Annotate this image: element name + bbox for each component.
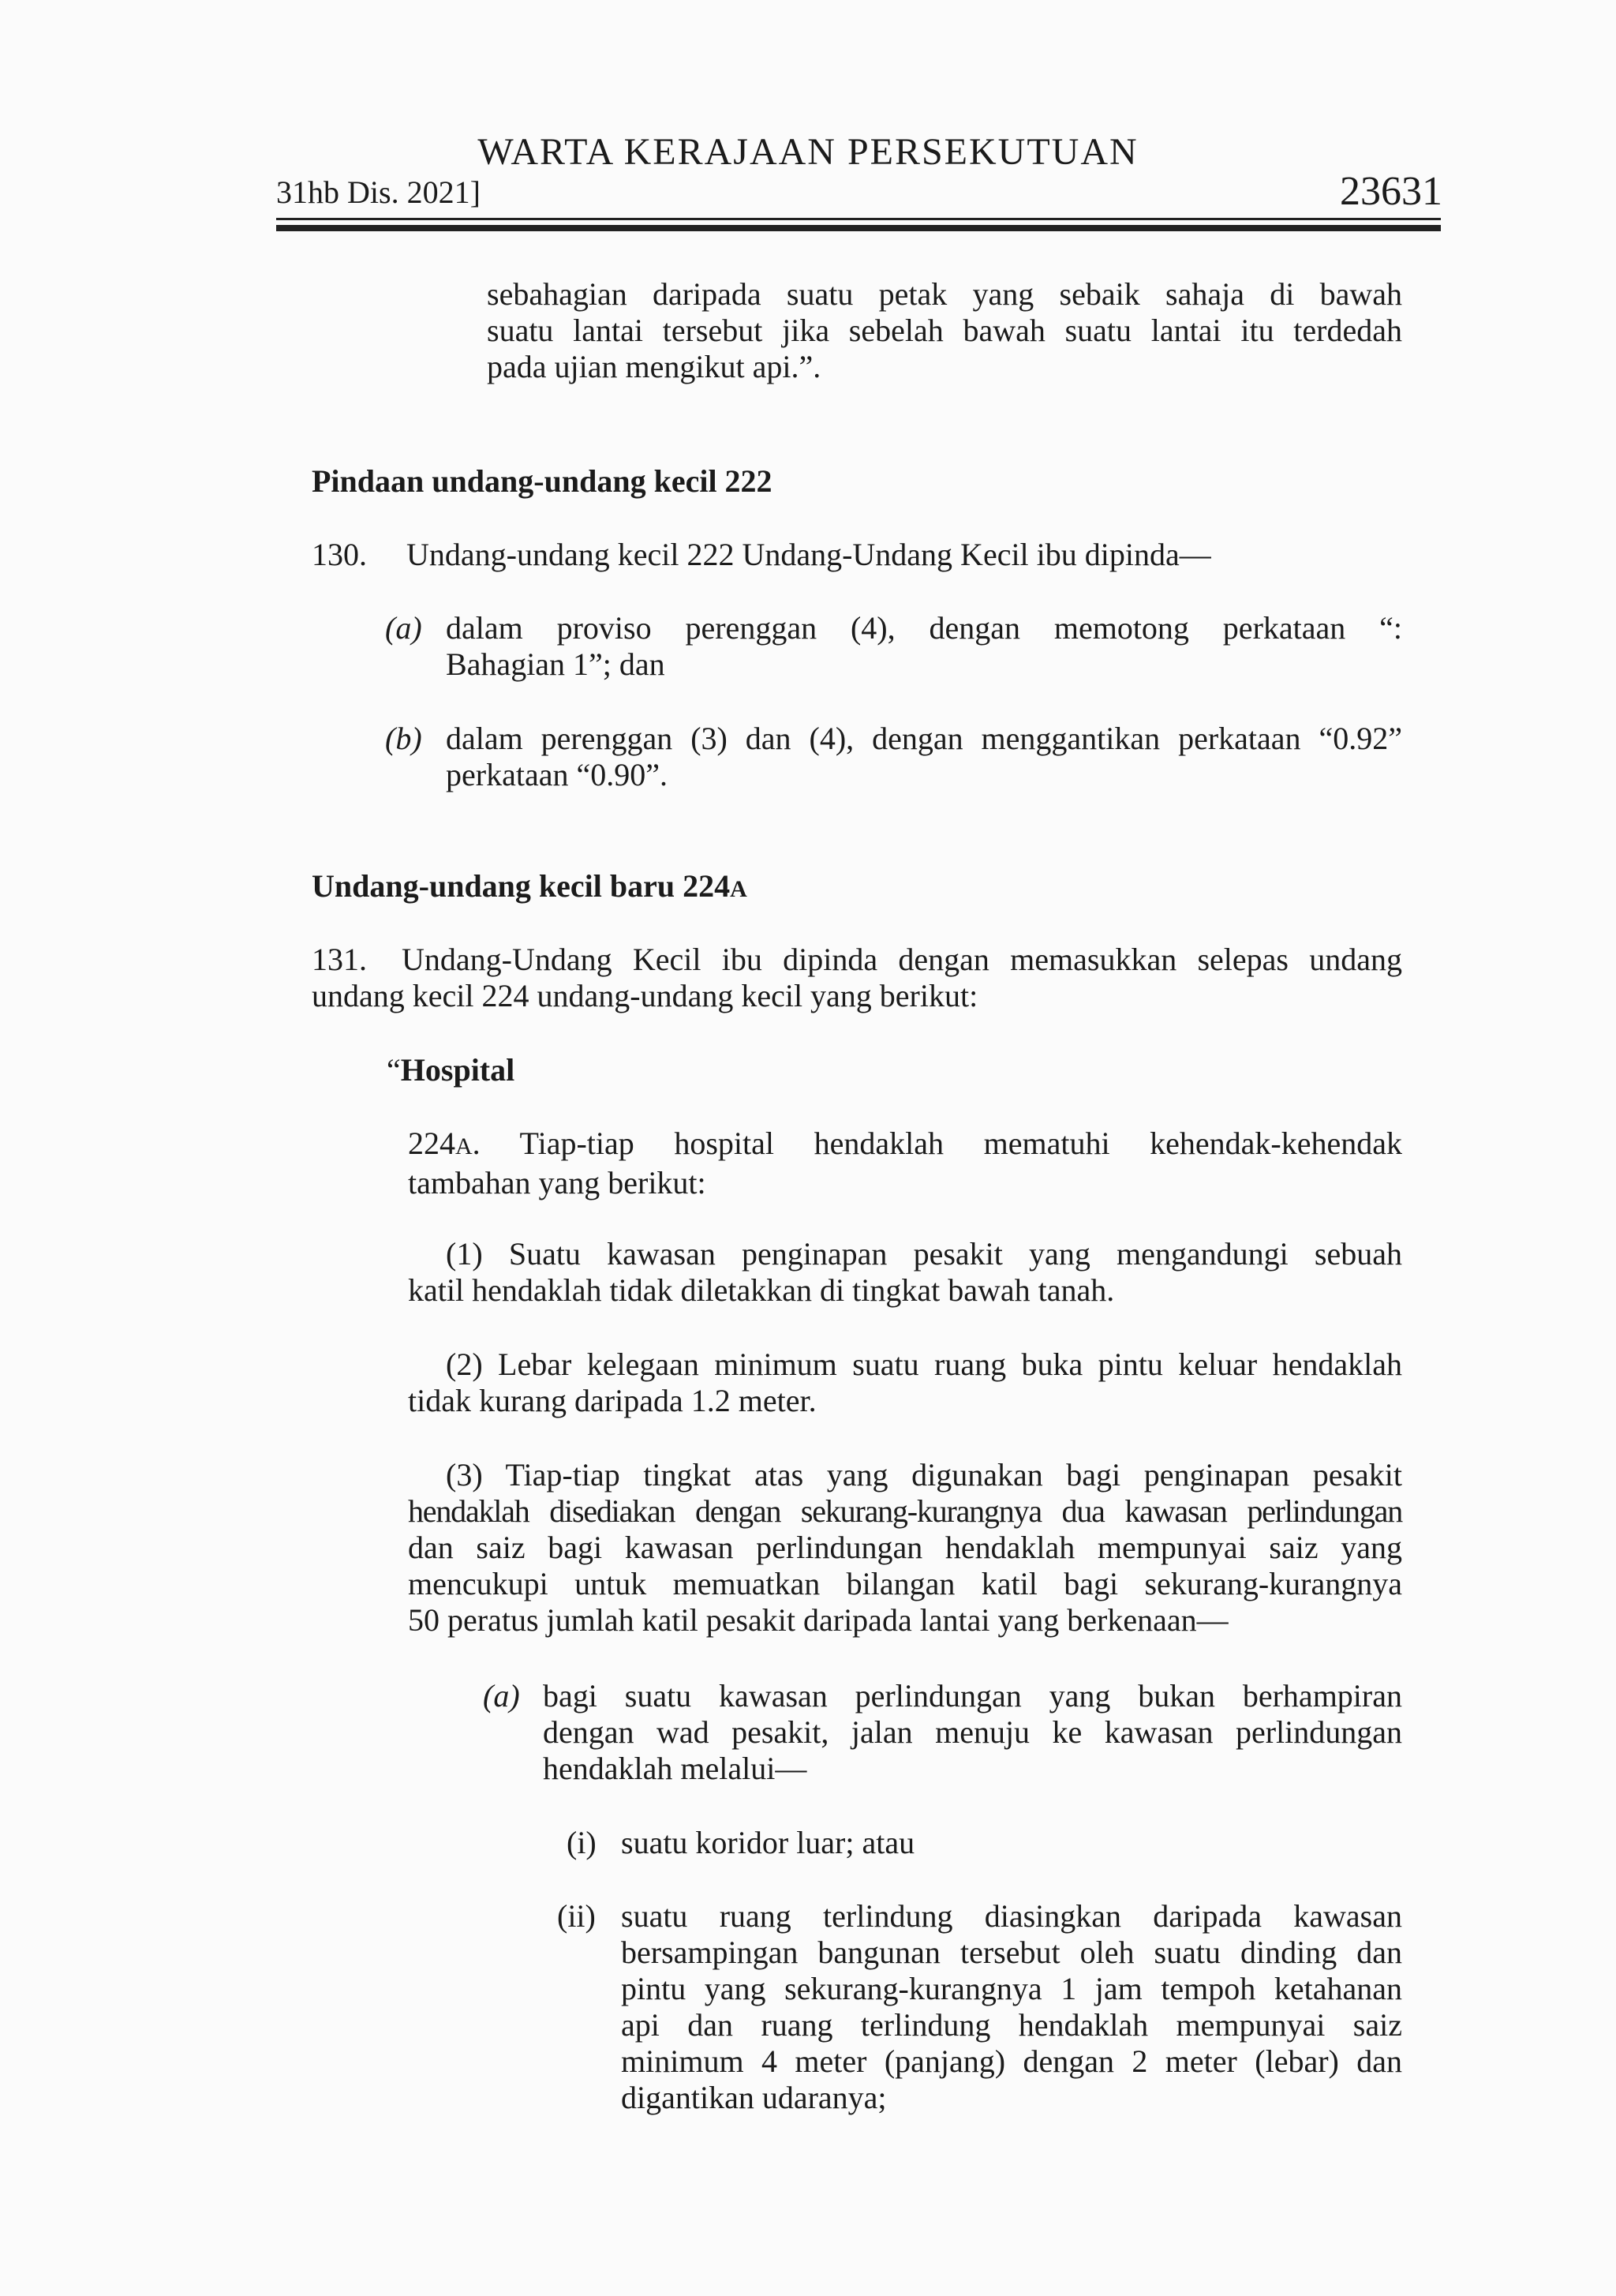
text-line: pintu yang sekurang-kurangnya 1 jam tempoh ketahanan: [621, 1971, 1402, 2006]
sub-item-ii: [621, 1898, 1402, 2116]
text-span: Undang-Undang Kecil ibu dipinda dengan memasukkan selepas undang: [402, 942, 1402, 977]
section-heading-131: [312, 868, 747, 908]
text-line: katil hendaklah tidak diletakkan di tingkat bawah tanah.: [408, 1272, 1115, 1308]
text-line: dalam proviso perenggan (4), dengan memotong perkataan “:: [446, 610, 1402, 646]
text-line: minimum 4 meter (panjang) dengan 2 meter (lebar) dan: [621, 2043, 1402, 2079]
item-marker-a: (a): [385, 610, 422, 646]
header-rule-thin: [276, 218, 1441, 220]
text-line: bagi suatu kawasan perlindungan yang bukan berhampiran: [543, 1678, 1402, 1714]
continuation-paragraph: [487, 276, 1402, 385]
page-number: 23631: [1340, 169, 1442, 214]
text-line: suatu lantai tersebut jika sebelah bawah suatu lantai itu terdedah: [487, 313, 1402, 348]
section-130-item-b: [446, 721, 1402, 793]
text-span: . Tiap-tiap hospital hendaklah mematuhi kehendak-kehendak: [472, 1126, 1402, 1161]
text-line: (2) Lebar kelegaan minimum suatu ruang buka pintu keluar hendaklah: [446, 1347, 1402, 1382]
text-line: tidak kurang daripada 1.2 meter.: [408, 1383, 817, 1418]
paragraph-1: [408, 1236, 1402, 1309]
item-marker-b: (b): [385, 721, 422, 756]
section-130-text: Undang-undang kecil 222 Undang-Undang Kecil ibu dipinda—: [406, 537, 1211, 572]
section-heading-130: Pindaan undang-undang kecil 222: [312, 463, 772, 499]
text-line: undang kecil 224 undang-undang kecil yang berikut:: [312, 978, 978, 1013]
paragraph-2: [408, 1347, 1402, 1419]
text-line: sebahagian daripada suatu petak yang sebaik sahaja di bawah: [487, 276, 1402, 312]
section-131-intro: [312, 942, 1402, 1014]
paragraph-3: [408, 1457, 1402, 1639]
subheading-text: Hospital: [400, 1052, 515, 1088]
sub-marker-ii: (ii): [557, 1898, 596, 1934]
text-line: (1) Suatu kawasan penginapan pesakit yang mengandungi sebuah: [446, 1236, 1402, 1272]
text-line: [312, 942, 1402, 978]
sub-item-i: [621, 1825, 1402, 1861]
text-line: dan saiz bagi kawasan perlindungan hendaklah mempunyai saiz yang: [408, 1530, 1402, 1565]
text-line: 50 peratus jumlah katil pesakit daripada lantai yang berkenaan—: [408, 1602, 1229, 1638]
sub-marker-i: (i): [567, 1825, 597, 1860]
text-line: pada ujian mengikut api.”.: [487, 349, 821, 384]
text-line: dalam perenggan (3) dan (4), dengan menggantikan perkataan “0.92”: [446, 721, 1402, 756]
section-number-130: 130.: [312, 537, 367, 572]
text-line: tambahan yang berikut:: [408, 1165, 706, 1200]
text-line: Bahagian 1”; dan: [446, 646, 665, 682]
heading-text: Undang-undang kecil baru 224: [312, 868, 731, 904]
section-number-131: 131.: [312, 942, 367, 977]
sub-marker-a: (a): [483, 1678, 520, 1714]
text-line: digantikan udaranya;: [621, 2080, 887, 2115]
text-line: dengan wad pesakit, jalan menuju ke kawasan perlindungan: [543, 1714, 1402, 1750]
opening-quote: “: [387, 1052, 401, 1088]
clause-number: 224: [408, 1126, 455, 1161]
text-line: hendaklah melalui—: [543, 1751, 807, 1786]
section-130-item-a: [446, 610, 1402, 683]
text-line: [408, 1126, 1402, 1165]
text-line: api dan ruang terlindung hendaklah mempunyai saiz: [621, 2007, 1402, 2043]
header-rule-thick: [276, 225, 1441, 231]
hospital-subheading: [387, 1052, 514, 1088]
text-line: bersampingan bangunan tersebut oleh suatu dinding dan: [621, 1935, 1402, 1970]
clause-224a: [408, 1126, 1402, 1201]
clause-suffix: A: [455, 1133, 473, 1159]
sub-paragraph-a: [543, 1678, 1402, 1787]
gazette-title: WARTA KERAJAAN PERSEKUTUAN: [477, 131, 1139, 173]
text-line: suatu ruang terlindung diasingkan daripada kawasan: [621, 1898, 1402, 1934]
text-line: mencukupi untuk memuatkan bilangan katil bagi sekurang-kurangnya: [408, 1566, 1402, 1601]
text-line: (3) Tiap-tiap tingkat atas yang digunakan bagi penginapan pesakit: [446, 1457, 1402, 1493]
text-line: suatu koridor luar; atau: [621, 1825, 915, 1860]
text-line: perkataan “0.90”.: [446, 757, 668, 792]
issue-date: 31hb Dis. 2021]: [276, 174, 481, 210]
text-line: hendaklah disediakan dengan sekurang-kurangnya dua kawasan perlindungan: [408, 1493, 1402, 1529]
heading-suffix: A: [730, 876, 747, 902]
